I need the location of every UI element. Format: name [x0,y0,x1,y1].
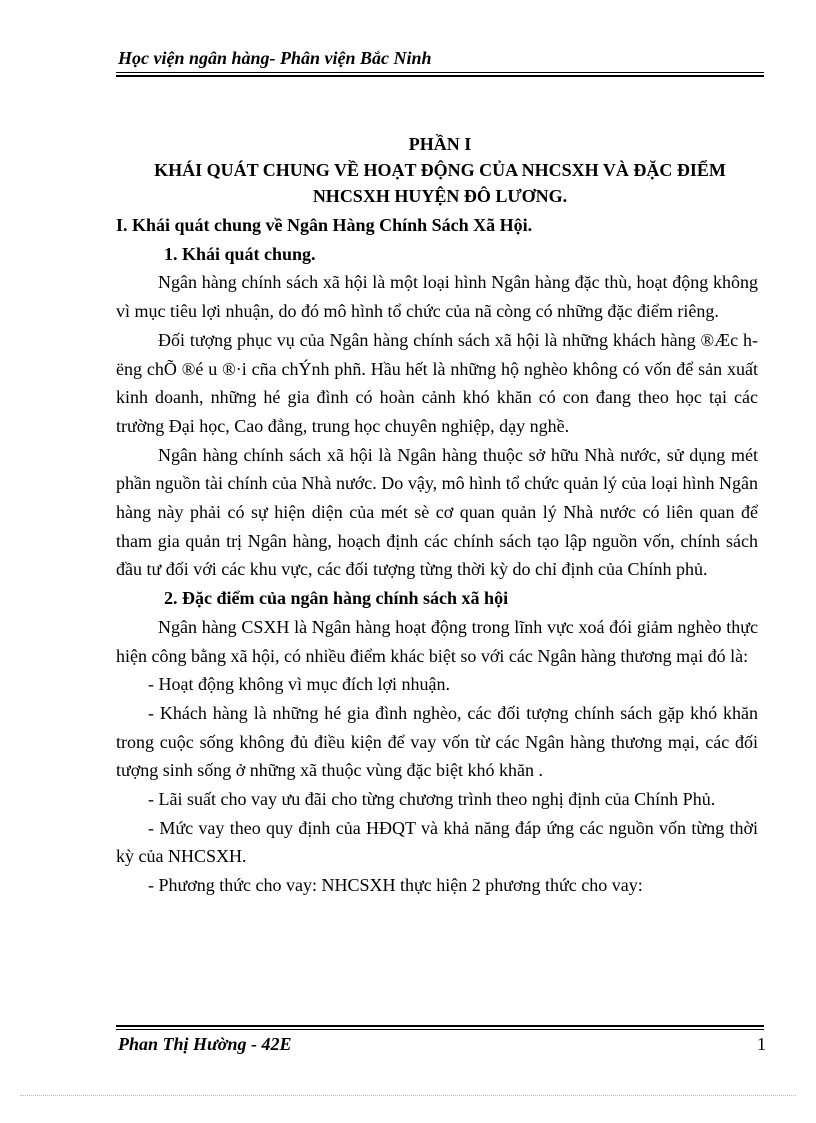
page-edge-divider [20,1095,796,1096]
paragraph: Ngân hàng CSXH là Ngân hàng hoạt động trong lĩnh vực xoá đói giảm nghèo thực hiện công bằng xã hội, có nhiều điểm khác biệt so với các Ngân hàng thương mại đó là: [116,616,758,666]
part-number: PHẦN I [408,134,472,154]
paragraph: Đối tượng phục vụ của Ngân hàng chính sách xã hội là những khách hàng ®Æc hëng chÕ ®é u ®·i cña chÝnh phñ. Hầu hết là những hộ nghèo không có vốn để sản xuất kinh doanh, những hé gia đình có hoàn cảnh khó khăn có con đang theo học tại các trường Đại học, Cao đẳng, trung học chuyên nghiệp, dạy nghề. [116,329,758,436]
bullet-item: - Mức vay theo quy định của HĐQT và khả năng đáp ứng các nguồn vốn từng thời kỳ của NHCSXH. [116,817,758,867]
footer-rule [116,1025,764,1030]
body-content [116,211,758,900]
bullet-item: - Hoạt động không vì mục đích lợi nhuận. [148,674,450,695]
part-title-line-1: KHÁI QUÁT CHUNG VỀ HOẠT ĐỘNG CỦA NHCSXH VÀ ĐẶC ĐIỂM [154,160,726,180]
part-title-line-2: NHCSXH HUYỆN ĐÔ LƯƠNG. [312,186,568,206]
document-header: Học viện ngân hàng- Phân viện Bắc Ninh [118,48,432,68]
section-heading: I. Khái quát chung về Ngân Hàng Chính Sách Xã Hội. [116,215,533,235]
bullet-item: - Khách hàng là những hé gia đình nghèo, các đối tượng chính sách gặp khó khăn trong cuộc sống không đủ điều kiện để vay vốn từ các Ngân hàng thương mại, các đối tượng sinh sống ở những xã thuộc vùng đặc biệt khó khăn . [116,702,758,781]
subheading-characteristics: 2. Đặc điểm của ngân hàng chính sách xã hội [164,588,509,609]
paragraph: Ngân hàng chính sách xã hội là Ngân hàng thuộc sở hữu Nhà nước, sử dụng mét phần nguồn tài chính của Nhà nước. Do vậy, mô hình tổ chức quản lý của loại hình Ngân hàng này phải có sự hiện diện của mét sè cơ quan quản lý Nhà nước có liên quan để tham gia quản trị Ngân hàng, hoạch định các chính sách tạo lập nguồn vốn, chính sách đầu tư đối với các khu vực, các đối tượng từng thời kỳ do chỉ định của Chính phủ. [116,444,758,580]
page-number: 1 [757,1034,766,1054]
header-rule [116,72,764,77]
paragraph: Ngân hàng chính sách xã hội là một loại hình Ngân hàng đặc thù, hoạt động không vì mục tiêu lợi nhuận, do đó mô hình tổ chức của nã còng có những đặc điểm riêng. [116,272,758,322]
bullet-item: - Lãi suất cho vay ưu đãi cho từng chương trình theo nghị định của Chính Phủ. [148,789,716,810]
subheading-overview: 1. Khái quát chung. [164,243,316,264]
footer-author: Phan Thị Hường - 42E [118,1034,292,1054]
bullet-item: - Phương thức cho vay: NHCSXH thực hiện 2 phương thức cho vay: [148,875,643,896]
